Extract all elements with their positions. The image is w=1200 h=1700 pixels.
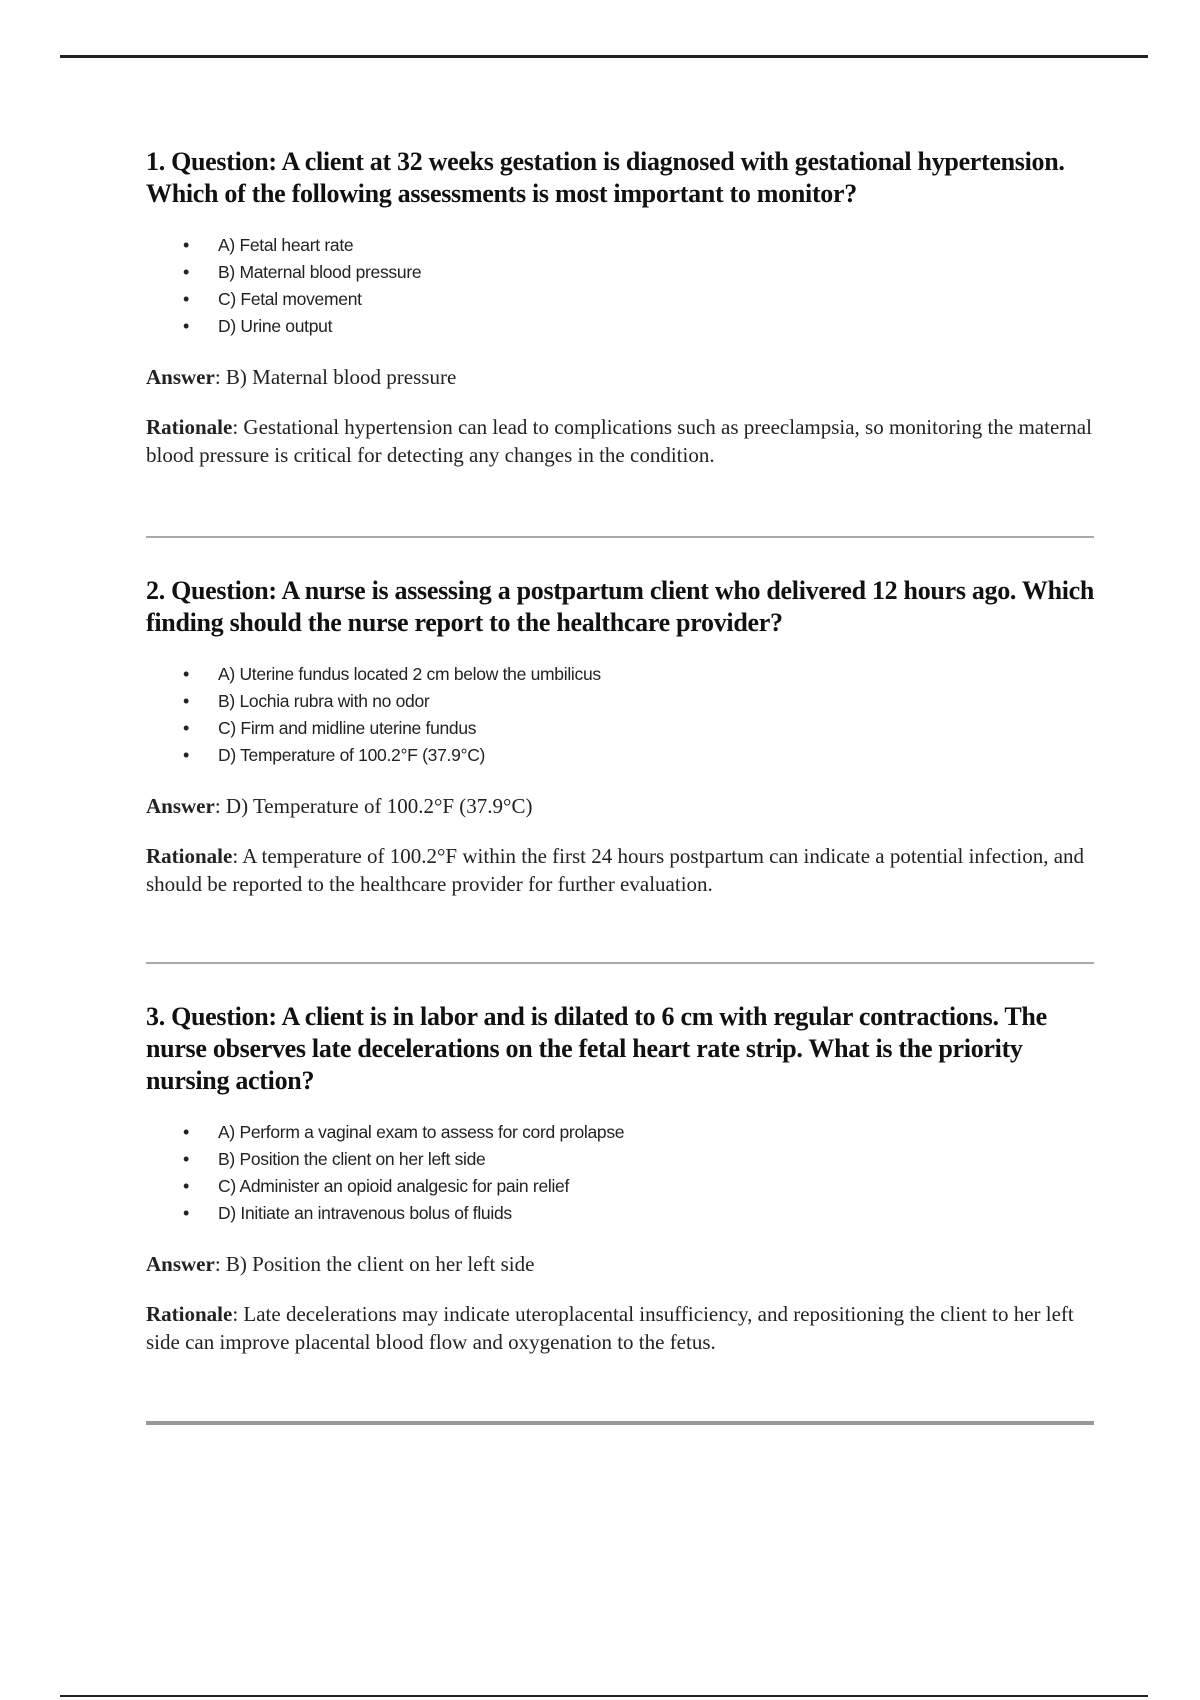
option-item: • B) Maternal blood pressure <box>218 259 1106 286</box>
page-bottom-rule <box>60 1695 1148 1697</box>
answer <box>146 792 1106 820</box>
rationale <box>146 842 1106 898</box>
options-list <box>146 1119 1106 1227</box>
question-title: 3. Question: A client is in labor and is dilated to 6 cm with regular contractions. The nurse observes late decelerations on the fetal heart rate strip. What is the priority nursing action? <box>146 1002 1047 1095</box>
rationale-label: Rationale <box>146 1302 233 1326</box>
question-block-1 <box>146 146 1106 469</box>
rationale-label: Rationale <box>146 844 233 868</box>
option-item: • D) Urine output <box>218 313 1106 340</box>
rationale-text: : Gestational hypertension can lead to complications such as preeclampsia, so monitoring the maternal blood pressure is critical for detecting any changes in the condition. <box>146 415 1092 467</box>
answer <box>146 363 1106 391</box>
question-block-3 <box>146 1001 1106 1356</box>
option-item: • D) Initiate an intravenous bolus of fluids <box>218 1200 1106 1227</box>
option-item: • C) Firm and midline uterine fundus <box>218 715 1106 742</box>
rationale <box>146 413 1106 469</box>
answer-label: Answer <box>146 365 215 389</box>
section-divider <box>146 536 1094 538</box>
option-item: • A) Perform a vaginal exam to assess for cord prolapse <box>218 1119 1106 1146</box>
rationale-text: : Late decelerations may indicate uteroplacental insufficiency, and repositioning the client to her left side can improve placental blood flow and oxygenation to the fetus. <box>146 1302 1074 1354</box>
option-item: • B) Lochia rubra with no odor <box>218 688 1106 715</box>
answer <box>146 1250 1106 1278</box>
answer-text: : B) Maternal blood pressure <box>214 365 457 389</box>
option-item: • B) Position the client on her left side <box>218 1146 1106 1173</box>
answer-label: Answer <box>146 794 215 818</box>
answer-label: Answer <box>146 1252 215 1276</box>
question-title: 2. Question: A nurse is assessing a postpartum client who delivered 12 hours ago. Which finding should the nurse report to the healthcare provider? <box>146 576 1095 637</box>
option-item: • D) Temperature of 100.2°F (37.9°C) <box>218 742 1106 769</box>
question-title: 1. Question: A client at 32 weeks gestation is diagnosed with gestational hypertension. Which of the following assessments is most important to monitor? <box>146 147 1065 208</box>
section-divider <box>146 962 1094 964</box>
answer-text: : D) Temperature of 100.2°F (37.9°C) <box>214 794 533 818</box>
option-item: • A) Fetal heart rate <box>218 232 1106 259</box>
options-list <box>146 232 1106 340</box>
page-top-rule <box>60 55 1148 58</box>
rationale-label: Rationale <box>146 415 233 439</box>
section-divider <box>146 1421 1094 1425</box>
question-block-2 <box>146 575 1106 898</box>
options-list <box>146 661 1106 769</box>
option-item: • C) Administer an opioid analgesic for pain relief <box>218 1173 1106 1200</box>
rationale <box>146 1300 1106 1356</box>
answer-text: : B) Position the client on her left side <box>214 1252 535 1276</box>
rationale-text: : A temperature of 100.2°F within the first 24 hours postpartum can indicate a potential infection, and should be reported to the healthcare provider for further evaluation. <box>146 844 1085 896</box>
option-item: • A) Uterine fundus located 2 cm below the umbilicus <box>218 661 1106 688</box>
option-item: • C) Fetal movement <box>218 286 1106 313</box>
